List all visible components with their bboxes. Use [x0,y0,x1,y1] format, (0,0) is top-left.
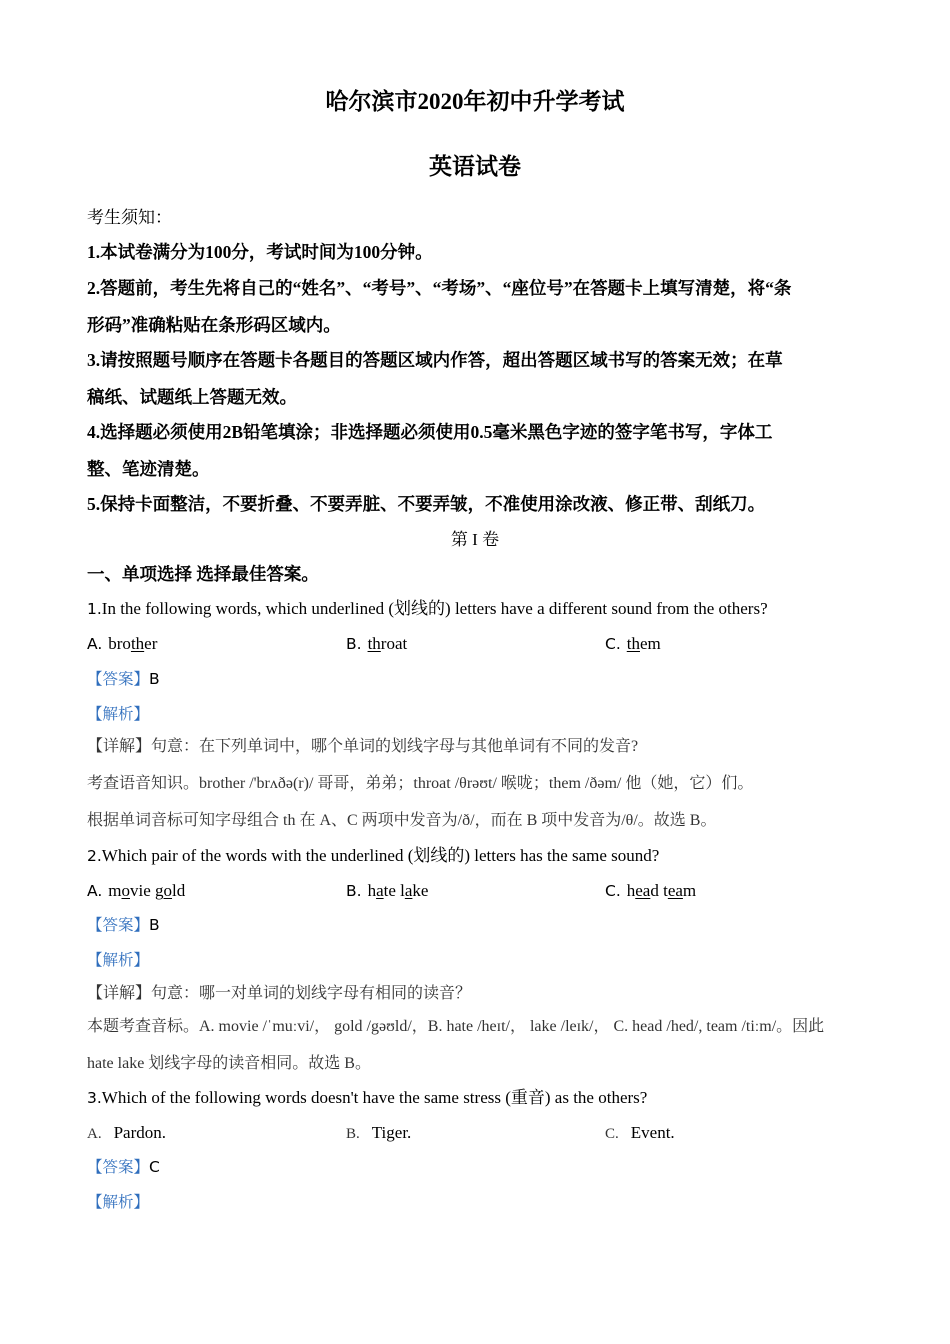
q2-explanation: 本题考查音标。A. movie /ˈmuːvi/， gold /gəʊld/，B. hate /heɪt/， lake /leɪk/， C. head /hed/, team /tiːm/。因此 [87,1018,825,1035]
notice-item: 1.本试卷满分为100分，考试时间为100分钟。 [87,242,433,262]
q2-answer: 【答案】B [87,916,160,934]
q3-option-c: C. Event. [605,1123,675,1142]
notice-item: 整、笔迹清楚。 [87,459,210,479]
q1-option-b: B. throat [346,634,408,653]
q1-detail: 【详解】句意：在下列单词中，哪个单词的划线字母与其他单词有不同的发音? [87,738,639,755]
question-stem: In the following words, which underlined (划线的) letters have a different sound from the others? [101,599,768,618]
q2-detail: 【详解】句意：哪一对单词的划线字母有相同的读音？ [87,985,472,1002]
notice-item: 5.保持卡面整洁，不要折叠、不要弄脏、不要弄皱，不准使用涂改液、修正带、刮纸刀。 [87,494,766,514]
q2-option-a: A. movie gold [87,881,186,900]
question-stem: Which pair of the words with the underlined (划线的) letters has the same sound? [101,846,660,865]
section-heading: 一、单项选择 选择最佳答案。 [87,564,319,584]
notice-item: 3.请按照题号顺序在答题卡各题目的答题区域内作答，超出答题区域书写的答案无效；在草 [87,350,783,370]
notice-item: 2.答题前，考生先将自己的“姓名”、“考号”、“考场”、“座位号”在答题卡上填写清楚，将“条 [87,278,792,298]
question-3 [87,1086,890,1110]
q1-answer: 【答案】B [87,670,160,688]
q3-analysis-label: 【解析】 [87,1193,150,1211]
q2-option-c: C. head team [605,881,697,900]
notice-item: 稿纸、试题纸上答题无效。 [87,387,297,407]
page-subtitle: 英语试卷 [429,154,521,179]
q2-explanation: hate lake 划线字母的读音相同。故选 B。 [87,1055,371,1072]
q1-option-c: C. them [605,634,661,653]
q2-analysis-label: 【解析】 [87,951,150,969]
q3-option-a: A. Pardon. [87,1123,167,1142]
notice-item: 4.选择题必须使用2B铅笔填涂；非选择题必须使用0.5毫米黑色字迹的签字笔书写，字体工 [87,422,773,442]
q3-option-b: B. Tiger. [346,1123,412,1142]
question-1 [87,597,890,621]
notice-heading: 考生须知： [87,208,172,227]
question-2 [87,844,890,868]
q1-explanation: 根据单词音标可知字母组合 th 在 A、C 两项中发音为/ð/，而在 B 项中发音为/θ/。故选 B。 [87,812,717,829]
question-stem: Which of the following words doesn't have the same stress (重音) as the others? [101,1088,648,1107]
q1-explanation: 考查语音知识。brother /'brʌðə(r)/ 哥哥，弟弟；throat /θrəʊt/ 喉咙；them /ðəm/ 他（她，它）们。 [87,775,754,792]
volume-heading: 第 I 卷 [450,530,500,549]
question-number: 2. [87,847,102,865]
q2-option-b: B. hate lake [346,881,429,900]
notice-item: 形码”准确粘贴在条形码区域内。 [87,315,341,335]
question-number: 1. [87,600,102,618]
q1-analysis-label: 【解析】 [87,705,150,723]
question-number: 3. [87,1089,102,1107]
q3-answer: 【答案】C [87,1158,160,1176]
page-title: 哈尔滨市2020年初中升学考试 [325,89,625,114]
q1-option-a: A. brother [87,634,158,653]
